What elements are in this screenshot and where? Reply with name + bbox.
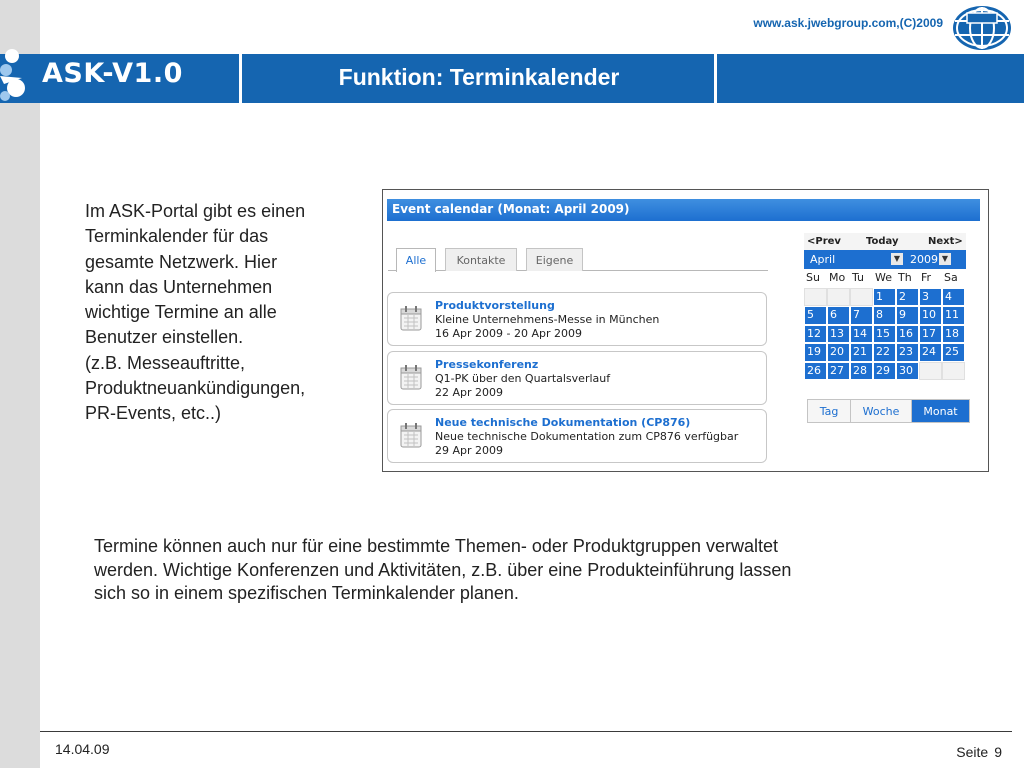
- weekday-header: Tu: [852, 271, 865, 284]
- day-cell[interactable]: 5: [804, 306, 827, 325]
- day-cell[interactable]: 8: [873, 306, 896, 325]
- day-cell[interactable]: 20: [827, 343, 850, 362]
- day-cell[interactable]: 21: [850, 343, 873, 362]
- day-cell[interactable]: 2: [896, 288, 919, 307]
- left-side-strip: [0, 0, 40, 768]
- calendar-icon: [400, 364, 422, 390]
- paragraph-line: sich so in einem spezifischen Terminkalender planen.: [94, 583, 519, 603]
- weekday-header: Th: [898, 271, 912, 284]
- weekday-header: Su: [806, 271, 820, 284]
- footer-page-number: [950, 744, 1002, 760]
- view-woche-button[interactable]: Woche: [851, 400, 912, 422]
- page-number: 9: [994, 744, 1002, 760]
- page-title: Funktion: Terminkalender: [338, 64, 620, 90]
- header-divider: [239, 54, 242, 103]
- event-title[interactable]: Produktvorstellung: [435, 299, 555, 312]
- calendar-title: Event calendar (Monat: April 2009): [387, 199, 980, 221]
- next-month-link[interactable]: Next>: [928, 236, 963, 247]
- intro-line: Terminkalender für das: [85, 226, 269, 247]
- intro-line: wichtige Termine an alle: [85, 302, 277, 323]
- day-cell[interactable]: 28: [850, 362, 873, 381]
- intro-line: Im ASK-Portal gibt es einen: [85, 201, 306, 221]
- event-title[interactable]: Pressekonferenz: [435, 358, 539, 371]
- event-date: 16 Apr 2009 - 20 Apr 2009: [435, 327, 582, 340]
- body-paragraph: [94, 535, 994, 606]
- calendar-tabs: [388, 246, 768, 271]
- view-tag-button[interactable]: Tag: [808, 400, 851, 422]
- intro-line: kann das Unternehmen: [85, 276, 273, 297]
- day-cell[interactable]: 12: [804, 325, 827, 344]
- day-cell[interactable]: 11: [942, 306, 965, 325]
- brand-name: ASK-V1.0: [42, 58, 183, 89]
- event-description: Kleine Unternehmens-Messe in München: [435, 313, 660, 326]
- day-cell[interactable]: 18: [942, 325, 965, 344]
- calendar-icon: [400, 305, 422, 331]
- intro-line: Benutzer einstellen.: [85, 327, 244, 348]
- day-cell[interactable]: 15: [873, 325, 896, 344]
- calendar-icon: [400, 422, 422, 448]
- event-date: 29 Apr 2009: [435, 444, 504, 457]
- event-description: Q1-PK über den Quartalsverlauf: [435, 372, 611, 385]
- day-cell[interactable]: 9: [896, 306, 919, 325]
- day-cell[interactable]: 17: [919, 325, 942, 344]
- paragraph-line: werden. Wichtige Konferenzen und Aktivitäten, z.B. über eine Produkteinführung lassen: [94, 559, 792, 580]
- weekday-header: Sa: [944, 271, 958, 284]
- event-card[interactable]: [387, 409, 767, 463]
- globe-icon: [950, 4, 1014, 52]
- day-cell[interactable]: 24: [919, 343, 942, 362]
- empty-day-cell: [827, 288, 850, 307]
- site-url: www.ask.jwebgroup.com,(C)2009: [753, 16, 943, 30]
- month-select-value: April: [810, 253, 836, 266]
- day-cell[interactable]: 23: [896, 343, 919, 362]
- event-description: Neue technische Dokumentation zum CP876 verfügbar: [435, 430, 739, 443]
- event-title[interactable]: Neue technische Dokumentation (CP876): [435, 416, 691, 429]
- empty-day-cell: [942, 362, 965, 381]
- day-cell[interactable]: 1: [873, 288, 896, 307]
- month-select[interactable]: [806, 252, 904, 267]
- empty-day-cell: [919, 362, 942, 381]
- weekday-header: Mo: [829, 271, 846, 284]
- paragraph-line: Termine können auch nur für eine bestimmte Themen- oder Produktgruppen verwaltet: [94, 536, 779, 556]
- day-cell[interactable]: 16: [896, 325, 919, 344]
- intro-line: (z.B. Messeauftritte,: [85, 352, 246, 373]
- page-label: Seite: [956, 744, 989, 760]
- day-cell[interactable]: 14: [850, 325, 873, 344]
- year-select-value: 2009: [910, 253, 938, 266]
- empty-day-cell: [850, 288, 873, 307]
- tab-kontakte[interactable]: Kontakte: [445, 248, 517, 271]
- mini-calendar: [804, 233, 966, 380]
- day-cell[interactable]: 6: [827, 306, 850, 325]
- intro-text: [85, 199, 370, 427]
- intro-line: Produktneuankündigungen,: [85, 378, 306, 399]
- weekday-header: Fr: [921, 271, 932, 284]
- weekday-header: We: [875, 271, 892, 284]
- day-cell[interactable]: 3: [919, 288, 942, 307]
- day-cell[interactable]: 27: [827, 362, 850, 381]
- year-select[interactable]: [906, 252, 952, 267]
- mini-calendar-nav: [804, 233, 966, 250]
- empty-day-cell: [804, 288, 827, 307]
- intro-line: gesamte Netzwerk. Hier: [85, 251, 278, 272]
- day-cell[interactable]: 22: [873, 343, 896, 362]
- day-cell[interactable]: 30: [896, 362, 919, 381]
- footer-date: 14.04.09: [55, 741, 110, 757]
- tab-eigene[interactable]: Eigene: [526, 248, 583, 271]
- event-card[interactable]: [387, 351, 767, 405]
- day-cell[interactable]: 10: [919, 306, 942, 325]
- view-monat-button[interactable]: Monat: [912, 400, 969, 422]
- prev-month-link[interactable]: <Prev: [807, 236, 841, 247]
- day-cell[interactable]: 7: [850, 306, 873, 325]
- footer-divider: [40, 731, 1012, 732]
- tab-alle[interactable]: Alle: [396, 248, 436, 272]
- event-date: 22 Apr 2009: [435, 386, 504, 399]
- day-cell[interactable]: 19: [804, 343, 827, 362]
- day-cell[interactable]: 13: [827, 325, 850, 344]
- view-switcher: [807, 399, 970, 423]
- dropdown-arrow-icon: ▼: [939, 253, 951, 265]
- intro-line: PR-Events, etc..): [85, 403, 222, 424]
- mini-calendar-grid: [804, 269, 966, 380]
- month-year-selectors: [804, 250, 966, 269]
- ask-logo-icon: [0, 48, 44, 104]
- dropdown-arrow-icon: ▼: [891, 253, 903, 265]
- event-calendar-screenshot: [382, 189, 989, 472]
- day-cell[interactable]: 26: [804, 362, 827, 381]
- day-cell[interactable]: 25: [942, 343, 965, 362]
- event-card[interactable]: [387, 292, 767, 346]
- day-cell[interactable]: 29: [873, 362, 896, 381]
- today-link[interactable]: Today: [866, 236, 899, 247]
- day-cell[interactable]: 4: [942, 288, 965, 307]
